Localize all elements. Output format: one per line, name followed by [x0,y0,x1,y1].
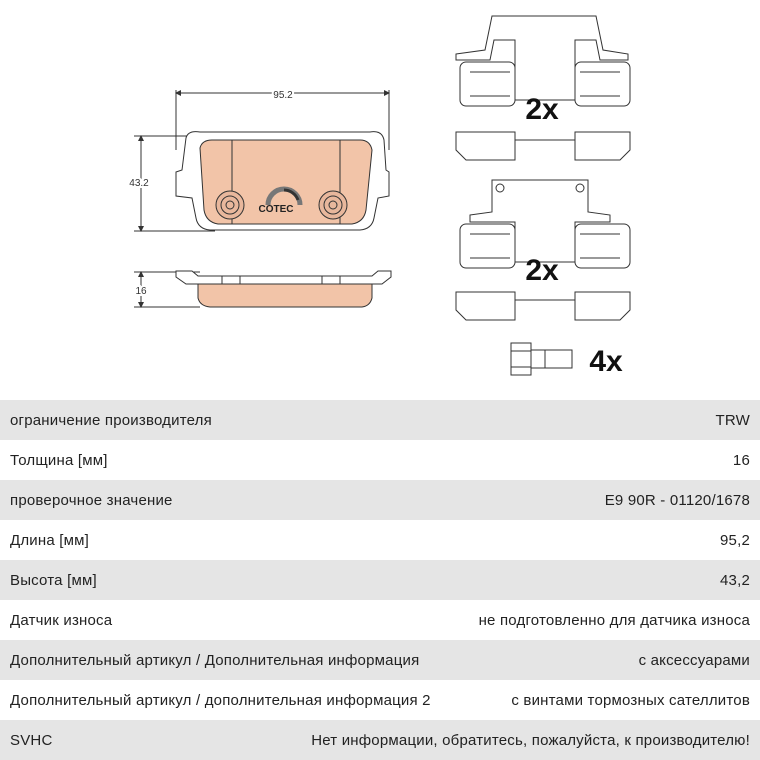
spec-row [0,440,760,480]
spec-value: TRW [715,411,750,429]
clip-set-a-quantity: 2x [525,93,559,126]
spec-row [0,600,760,640]
spec-value: не подготовленно для датчика износа [478,611,750,629]
svg-text:COTEC: COTEC [258,204,294,215]
height-dimension-label: 43.2 [129,178,149,189]
spec-label: ограничение производителя [10,411,212,429]
clip-set-a [456,16,630,160]
spec-label: Длина [мм] [10,531,90,549]
spec-label: Дополнительный артикул / дополнительная информация 2 [10,691,431,709]
spec-value: E9 90R - 01120/1678 [604,491,750,509]
spec-label: SVHC [10,731,53,749]
pad-side-view [176,271,391,307]
spec-label: Толщина [мм] [10,451,108,469]
spec-row [0,520,760,560]
spec-row [0,480,760,520]
spec-row [0,640,760,680]
spec-label: Высота [мм] [10,571,97,589]
spec-value: с винтами тормозных сателлитов [511,691,750,709]
spec-row [0,400,760,440]
thickness-dimension-label: 16 [135,286,147,297]
specs-table [0,400,760,760]
spec-row [0,560,760,600]
clip-set-b [456,180,630,320]
spec-label: Датчик износа [10,611,113,629]
spec-row [0,680,760,720]
length-dimension-label: 95.2 [273,90,293,101]
spec-value: Нет информации, обратитесь, пожалуйста, к производителю! [311,731,750,749]
spec-row [0,720,760,760]
rivet-right [319,191,347,219]
spec-value: с аксессуарами [638,651,750,669]
clip-set-b-quantity: 2x [525,254,559,287]
rivet-left [216,191,244,219]
bolt-icon [511,343,572,375]
spec-label: Дополнительный артикул / Дополнительная информация [10,651,420,669]
spec-value: 95,2 [720,531,750,549]
spec-label: проверочное значение [10,491,173,509]
bolt-quantity: 4x [589,345,623,378]
spec-value: 16 [732,451,750,469]
spec-value: 43,2 [720,571,750,589]
